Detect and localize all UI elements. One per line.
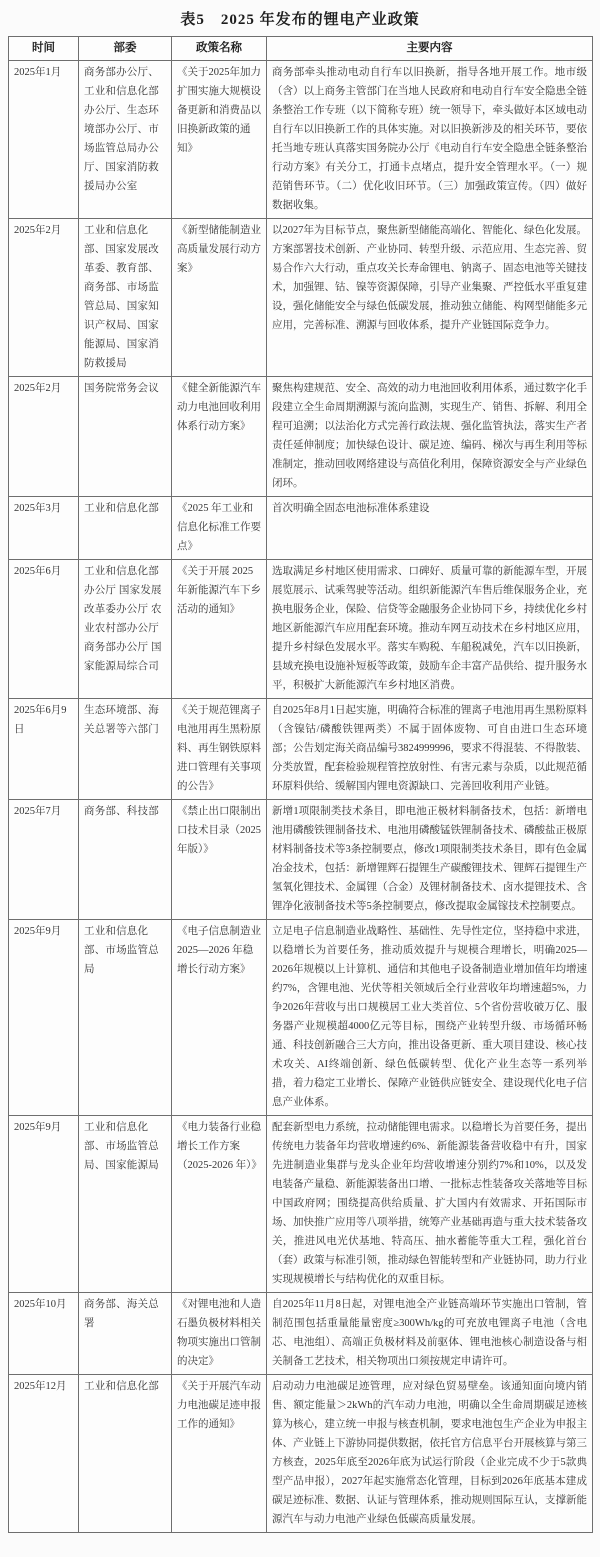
table-row bbox=[9, 377, 593, 497]
table-row bbox=[9, 699, 593, 800]
cell-policy-name: 《对锂电池和人造石墨负极材料相关物项实施出口管制的决定》 bbox=[172, 1293, 267, 1375]
cell-main-content: 自2025年11月8日起，对锂电池全产业链高端环节实施出口管制，管制范围包括重量能量密度≥300Wh/kg的可充放电锂离子电池（含电芯、电池组）、高端正负极材料及前驱体、锂电池核心制造设备与相关制备工艺技术，相关物项出口须按规定申请许可。 bbox=[267, 1293, 593, 1375]
cell-policy-name: 《关于2025年加力扩围实施大规模设备更新和消费品以旧换新政策的通知》 bbox=[172, 61, 267, 219]
cell-ministry: 商务部、海关总署 bbox=[79, 1293, 172, 1375]
cell-policy-name: 《2025 年工业和信息化标准工作要点》 bbox=[172, 497, 267, 560]
cell-main-content: 聚焦构建规范、安全、高效的动力电池回收利用体系，通过数字化手段建立全生命周期溯源与流向监测，实现生产、销售、拆解、利用全程可追溯；以法治化方式完善行政法规、强化监管执法，落实生产者责任延伸制度；加快绿色设计、碳足迹、编码、梯次与再生利用等标准制定，推动回收网络建设与高值化利用，保障资源安全与产业绿色闭环。 bbox=[267, 377, 593, 497]
cell-policy-name: 《电子信息制造业2025—2026 年稳增长行动方案》 bbox=[172, 920, 267, 1116]
cell-main-content: 启动动力电池碳足迹管理，应对绿色贸易壁垒。该通知面向境内销售、额定能量＞2kWh的汽车动力电池，明确以全生命周期碳足迹核算为核心，建立统一申报与核查机制，要求电池包生产企业为申报主体、产业链上下游协同提供数据，依托官方信息平台开展核算与第三方核查，2025年底至2026年底为试运行阶段（企业完成不少于5款典型产品申报），2027年起实施常态化管理，目标到2026年底基本建成碳足迹标准、数据、认证与管理体系，推动规则国际互认，支撑新能源汽车与动力电池产业绿色低碳高质量发展。 bbox=[267, 1375, 593, 1533]
table-row bbox=[9, 1375, 593, 1533]
header-time: 时间 bbox=[9, 37, 79, 61]
cell-time: 2025年6月9日 bbox=[9, 699, 79, 800]
header-ministry: 部委 bbox=[79, 37, 172, 61]
cell-ministry: 工业和信息化部、市场监管总局 bbox=[79, 920, 172, 1116]
cell-ministry: 工业和信息化部、国家发展改革委、教育部、商务部、市场监管总局、国家知识产权局、国家能源局、国家消防救援局 bbox=[79, 219, 172, 377]
cell-ministry: 工业和信息化部办公厅 国家发展改革委办公厅 农业农村部办公厅 商务部办公厅 国家能源局综合司 bbox=[79, 560, 172, 699]
table-row bbox=[9, 61, 593, 219]
cell-time: 2025年3月 bbox=[9, 497, 79, 560]
table-row bbox=[9, 497, 593, 560]
cell-policy-name: 《关于开展 2025 年新能源汽车下乡活动的通知》 bbox=[172, 560, 267, 699]
cell-time: 2025年7月 bbox=[9, 800, 79, 920]
header-policy-name: 政策名称 bbox=[172, 37, 267, 61]
cell-main-content: 商务部牵头推动电动自行车以旧换新，指导各地开展工作。地市级（含）以上商务主管部门在当地人民政府和电动自行车安全隐患全链条整治工作专班（以下简称专班）统一领导下，牵头做好本区域电动自行车以旧换新工作的具体实施。对以旧换新涉及的相关环节，要依托当地专班认真落实国务院办公厅《电动自行车安全隐患全链条整治行动方案》有关分工，打通卡点堵点，提升安全管理水平。（一）规范销售环节。（二）优化收旧环节。（三）加强政策宣传。（四）做好数据收集。 bbox=[267, 61, 593, 219]
table-row bbox=[9, 1293, 593, 1375]
table-row bbox=[9, 560, 593, 699]
cell-policy-name: 《电力装备行业稳增长工作方案（2025-2026 年）》 bbox=[172, 1116, 267, 1293]
cell-ministry: 国务院常务会议 bbox=[79, 377, 172, 497]
header-main-content: 主要内容 bbox=[267, 37, 593, 61]
cell-time: 2025年9月 bbox=[9, 920, 79, 1116]
table-title: 表5 2025 年发布的锂电产业政策 bbox=[180, 12, 420, 28]
cell-time: 2025年12月 bbox=[9, 1375, 79, 1533]
cell-main-content: 首次明确全固态电池标准体系建设 bbox=[267, 497, 593, 560]
cell-ministry: 工业和信息化部 bbox=[79, 1375, 172, 1533]
cell-policy-name: 《健全新能源汽车动力电池回收利用体系行动方案》 bbox=[172, 377, 267, 497]
table-row bbox=[9, 800, 593, 920]
cell-policy-name: 《禁止出口限制出口技术目录（2025 年版）》 bbox=[172, 800, 267, 920]
cell-ministry: 工业和信息化部 bbox=[79, 497, 172, 560]
table-row bbox=[9, 920, 593, 1116]
cell-main-content: 配套新型电力系统，拉动储能锂电需求。以稳增长为首要任务，提出传统电力装备年均营收增速约6%、新能源装备营收稳中有升，国家先进制造业集群与龙头企业年均营收增速分别约7%和10%，以及发电装备产量稳、新能源装备出口增、一批标志性装备攻关落地等目标中国政府网；围绕提高供给质量、扩大国内有效需求、开拓国际市场、加快推广应用等八项举措，统筹产业基础再造与重大技术装备攻关，推进风电光伏基地、特高压、抽水蓄能等重大工程，强化首台（套）政策与标准引领，推动绿色智能转型和产业链协同，助力行业实现规模增长与结构优化的双重目标。 bbox=[267, 1116, 593, 1293]
policy-table bbox=[8, 36, 593, 1533]
header-row bbox=[9, 37, 593, 61]
cell-ministry: 商务部办公厅、工业和信息化部办公厅、生态环境部办公厅、市场监管总局办公厅、国家消防救援局办公室 bbox=[79, 61, 172, 219]
cell-main-content: 以2027年为目标节点，聚焦新型储能高端化、智能化、绿色化发展。方案部署技术创新、产业协同、转型升级、示范应用、生态完善、贸易合作六大行动，重点攻关长寿命锂电、钠离子、固态电池等关键技术，加强锂、钴、镍等资源保障，引导产业集聚、严控低水平重复建设，强化储能安全与绿色低碳发展，推动独立储能、构网型储能多元应用，完善标准、溯源与回收体系，提升产业链国际竞争力。 bbox=[267, 219, 593, 377]
cell-ministry: 生态环境部、海关总署等六部门 bbox=[79, 699, 172, 800]
cell-time: 2025年6月 bbox=[9, 560, 79, 699]
table-row bbox=[9, 1116, 593, 1293]
cell-time: 2025年9月 bbox=[9, 1116, 79, 1293]
cell-main-content: 自2025年8月1日起实施，明确符合标准的锂离子电池用再生黑粉原料（含镍钴/磷酸铁锂两类）不属于固体废物、可自由进口生态环境部；公告划定海关商品编号3824999996，要求不得混装、不得散装、分类放置，配套检验规程管控放射性、有害元素与杂质，以此规范循环原料供给、缓解国内锂电资源缺口、完善回收利用产业链。 bbox=[267, 699, 593, 800]
cell-time: 2025年10月 bbox=[9, 1293, 79, 1375]
cell-policy-name: 《关于开展汽车动力电池碳足迹申报工作的通知》 bbox=[172, 1375, 267, 1533]
cell-policy-name: 《新型储能制造业高质量发展行动方案》 bbox=[172, 219, 267, 377]
cell-time: 2025年1月 bbox=[9, 61, 79, 219]
cell-main-content: 选取满足乡村地区使用需求、口碑好、质量可靠的新能源车型，开展展览展示、试乘驾驶等活动。组织新能源汽车售后维保服务企业，充换电服务企业，保险、信贷等金融服务企业协同下乡，持续优化乡村地区新能源汽车应用配套环境。推动车网互动技术在乡村地区应用，提升乡村绿色发展水平。落实车购税、车船税减免，汽车以旧换新，县域充换电设施补短板等政策，鼓励车企丰富产品供给、提升服务水平，积极扩大新能源汽车乡村地区消费。 bbox=[267, 560, 593, 699]
cell-main-content: 立足电子信息制造业战略性、基础性、先导性定位，坚持稳中求进，以稳增长为首要任务，推动质效提升与规模合理增长，明确2025—2026年规模以上计算机、通信和其他电子设备制造业增加值年均增速约7%，含锂电池、光伏等相关领域后全行业营收年均增速超5%，力争2026年营收与出口规模居工业大类首位、5个省份营收破万亿、服务器产业规模超4000亿元等目标，围绕产业转型升级、市场循环畅通、科技创新融合三大方向，推出设备更新、重大项目建设、核心技术攻关、AI终端创新、绿色低碳转型、优化产业生态等一系列举措，着力稳定工业增长、保障产业链供应链安全、建设现代化电子信息产业体系。 bbox=[267, 920, 593, 1116]
cell-main-content: 新增1项限制类技术条目，即电池正极材料制备技术，包括：新增电池用磷酸铁锂制备技术、电池用磷酸锰铁锂制备技术、磷酸盐正极原材料制备技术等3条控制要点，修改1项限制类技术条目，即有色金属冶金技术，包括：新增锂辉石提锂生产碳酸锂技术、锂辉石提锂生产氢氧化锂技术、金属锂（合金）及锂材制备技术、卤水提锂技术、含锂净化液制备技术等5条控制要点，修改提取金属镓技术控制要点。 bbox=[267, 800, 593, 920]
cell-policy-name: 《关于规范锂离子电池用再生黑粉原料、再生钢铁原料进口管理有关事项的公告》 bbox=[172, 699, 267, 800]
table-body bbox=[9, 61, 593, 1533]
cell-ministry: 工业和信息化部、市场监管总局、国家能源局 bbox=[79, 1116, 172, 1293]
cell-time: 2025年2月 bbox=[9, 377, 79, 497]
cell-time: 2025年2月 bbox=[9, 219, 79, 377]
table-row bbox=[9, 219, 593, 377]
cell-ministry: 商务部、科技部 bbox=[79, 800, 172, 920]
